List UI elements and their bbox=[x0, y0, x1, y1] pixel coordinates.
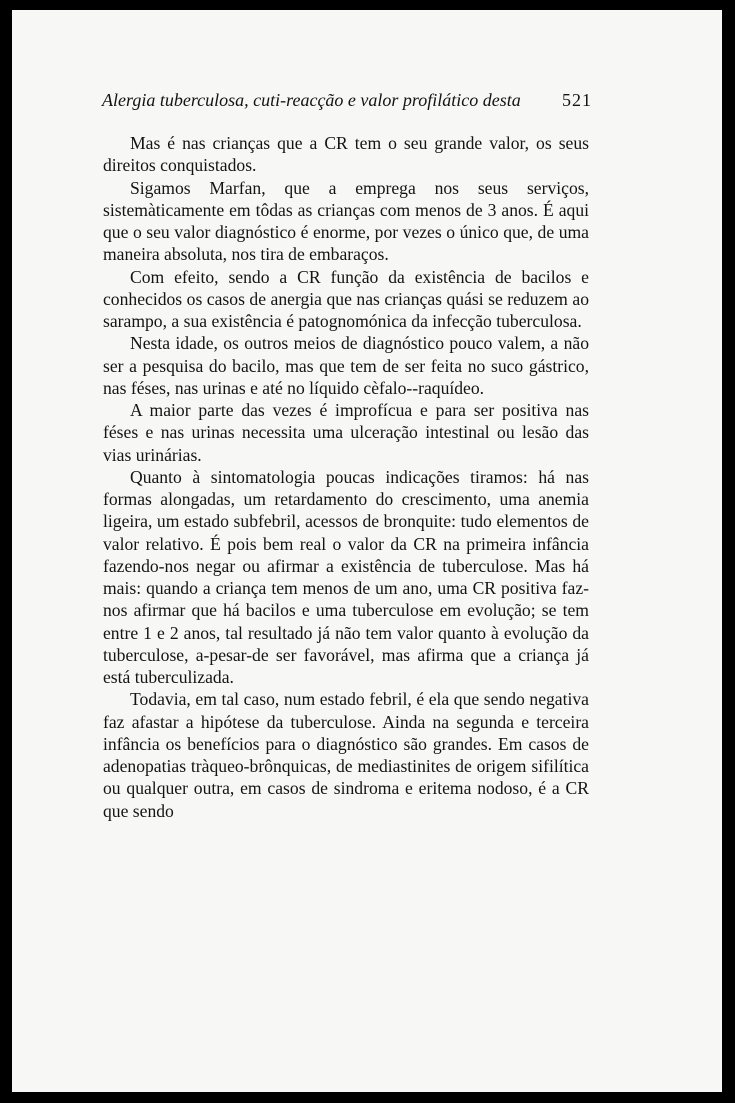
running-title: Alergia tuberculosa, cuti-reacção e valor profilático desta bbox=[102, 90, 521, 110]
paragraph: Mas é nas crianças que a CR tem o seu grande valor, os seus direitos conquistados. bbox=[103, 133, 589, 176]
paragraph: Com efeito, sendo a CR função da existência de bacilos e conhecidos os casos de anergia que nas crianças quási se reduzem ao sarampo, a sua existência é patognomónica da infecção tuberculosa. bbox=[103, 266, 589, 331]
paragraph: Sigamos Marfan, que a emprega nos seus serviços, sistemàticamente em tôdas as crianças com menos de 3 anos. É aqui que o seu valor diagnóstico é enorme, por vezes o único que, de uma maneira absoluta, nos tira de embaraços. bbox=[103, 177, 589, 265]
paragraph: Quanto à sintomatologia poucas indicações tiramos: há nas formas alongadas, um retardamento do crescimento, uma anemia ligeira, um estado subfebril, acessos de bronquite: tudo elementos de valor relativo. É pois bem real o valor da CR na primeira infância fazendo-nos negar ou afirmar a existência de tuberculose. Mas há mais: quando a criança tem menos de um ano, uma CR positiva faz-nos afirmar que há bacilos e uma tuberculose em evolução; se tem entre 1 e 2 anos, tal resultado já não tem valor quanto à evolução da tuberculose, a-pesar-de ser favorável, mas afirma que a criança já está tuberculizada. bbox=[103, 466, 589, 687]
paragraph: A maior parte das vezes é improfícua e para ser positiva nas féses e nas urinas necessita uma ulceração intestinal ou lesão das vias urinárias. bbox=[103, 400, 589, 465]
paragraph: Todavia, em tal caso, num estado febril, é ela que sendo negativa faz afastar a hipótese da tuberculose. Ainda na segunda e terceira infância os benefícios para o diagnóstico são grandes. Em casos de adenopatias tràqueo-brônquicas, de mediastinites de origem sifilítica ou qualquer outra, em casos de sindroma e eritema nodoso, é a CR que sendo bbox=[103, 689, 589, 821]
paragraph: Nesta idade, os outros meios de diagnóstico pouco valem, a não ser a pesquisa do bacilo, mas que tem de ser feita no suco gástrico, nas féses, nas urinas e até no líquido cèfalo--raquídeo. bbox=[103, 333, 589, 398]
body-text bbox=[103, 132, 589, 822]
book-page bbox=[12, 10, 722, 1092]
page-number: 521 bbox=[562, 90, 592, 110]
running-header bbox=[102, 90, 592, 111]
